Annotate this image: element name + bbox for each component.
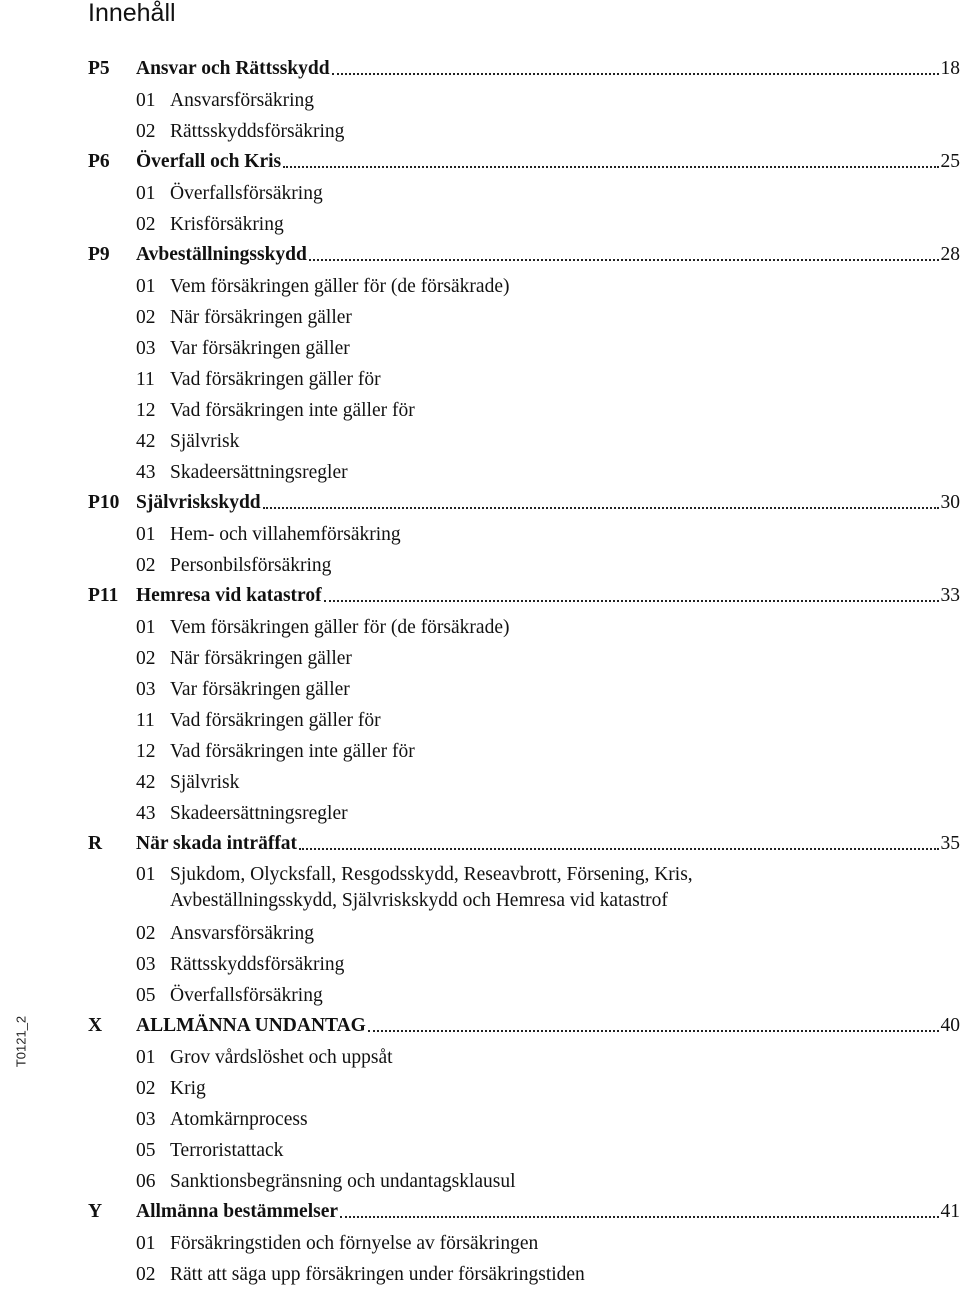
dot-leader [368,1030,939,1032]
toc-subitem[interactable] [0,1042,960,1073]
subitem-text: Grov vårdslöshet och uppsåt [170,1047,393,1068]
section-page-number: 41 [941,1201,960,1223]
section-code: P5 [88,58,110,80]
subitem-text: Rättsskyddsförsäkring [170,121,344,142]
subitem-text-continued: Avbeställningsskydd, Självriskskydd och Hemresa vid katastrof [170,888,870,914]
subitem-number: 12 [136,736,170,767]
section-code: X [88,1015,102,1037]
toc-subitem[interactable] [0,1135,960,1166]
section-page-number: 35 [941,833,960,855]
subitem-text: När försäkringen gäller [170,307,352,328]
subitem-text: Vem försäkringen gäller för (de försäkrade) [170,617,509,638]
toc-subitem[interactable] [0,767,960,798]
dot-leader [263,507,939,509]
subitem-number: 02 [136,550,170,581]
toc-section-entry[interactable] [0,240,960,271]
subitem-number: 03 [136,333,170,364]
subitem-number: 05 [136,980,170,1011]
subitem-text: Ansvarsförsäkring [170,90,314,111]
subitem-number: 01 [136,85,170,116]
subitem-number: 02 [136,1259,170,1290]
section-code: P11 [88,585,118,607]
section-page-number: 25 [941,151,960,173]
toc-subitem[interactable] [0,85,960,116]
subitem-text: Ansvarsförsäkring [170,923,314,944]
toc-subitem[interactable] [0,1228,960,1259]
toc-subitem[interactable] [0,705,960,736]
toc-subitem[interactable] [0,612,960,643]
toc-subitem[interactable] [0,1073,960,1104]
toc-subitem[interactable] [0,271,960,302]
section-title: Hemresa vid katastrof [136,585,322,607]
subitem-text: Försäkringstiden och förnyelse av försäkringen [170,1233,538,1254]
subitem-number: 03 [136,1104,170,1135]
toc-subitem[interactable] [0,1166,960,1197]
subitem-number: 11 [136,364,170,395]
subitem-number: 05 [136,1135,170,1166]
section-page-number: 28 [941,244,960,266]
toc-subitem[interactable] [0,949,960,980]
subitem-number: 01 [136,1228,170,1259]
subitem-number: 03 [136,949,170,980]
subitem-number: 02 [136,918,170,949]
toc-subitem[interactable] [0,178,960,209]
subitem-text: Terroristattack [170,1140,283,1161]
subitem-number: 43 [136,798,170,829]
subitem-text: Personbilsförsäkring [170,555,331,576]
subitem-text: Överfallsförsäkring [170,183,323,204]
subitem-number: 02 [136,643,170,674]
toc-subitem[interactable] [0,980,960,1011]
subitem-text: Sjukdom, Olycksfall, Resgodsskydd, Reseavbrott, Försening, Kris, [170,862,870,888]
toc-subitem[interactable] [0,302,960,333]
section-title: När skada inträffat [136,833,297,855]
section-code: P6 [88,151,110,173]
subitem-number: 42 [136,767,170,798]
section-title-line [136,244,960,266]
subitem-text: Var försäkringen gäller [170,338,350,359]
toc-section-entry[interactable] [0,54,960,85]
toc-subitem[interactable] [0,674,960,705]
subitem-number: 02 [136,116,170,147]
toc-subitem[interactable] [0,457,960,488]
section-title: Allmänna bestämmelser [136,1201,338,1223]
toc-subitem[interactable] [0,333,960,364]
subitem-text: Krisförsäkring [170,214,284,235]
subitem-number: 06 [136,1166,170,1197]
section-title: ALLMÄNNA UNDANTAG [136,1015,366,1037]
toc-subitem[interactable] [0,1104,960,1135]
toc-subitem[interactable] [0,426,960,457]
toc-subitem[interactable] [0,550,960,581]
section-title-line [136,1015,960,1037]
subitem-number: 01 [136,1042,170,1073]
subitem-number: 42 [136,426,170,457]
subitem-text: När försäkringen gäller [170,648,352,669]
section-page-number: 18 [941,58,960,80]
subitem-number: 02 [136,209,170,240]
section-title-line [136,58,960,80]
section-title: Ansvar och Rättsskydd [136,58,330,80]
toc-subitem[interactable] [0,798,960,829]
section-title: Överfall och Kris [136,151,281,173]
toc-subitem[interactable] [0,736,960,767]
toc-subitem[interactable] [0,643,960,674]
dot-leader [340,1216,938,1218]
subitem-text: Överfallsförsäkring [170,985,323,1006]
subitem-number: 01 [136,519,170,550]
toc-section-entry[interactable] [0,147,960,178]
document-code: T0121_2 [14,1007,29,1077]
section-code: P9 [88,244,110,266]
section-title: Självriskskydd [136,492,261,514]
toc-section-entry[interactable] [0,1197,960,1228]
subitem-text: Skadeersättningsregler [170,803,348,824]
subitem-number: 01 [136,612,170,643]
toc-subitem[interactable] [0,519,960,550]
subitem-text-block [170,862,870,914]
page-title: Innehåll [88,0,176,30]
toc-subitem[interactable] [0,364,960,395]
subitem-text: Hem- och villahemförsäkring [170,524,401,545]
section-title-line [136,492,960,514]
section-title-line [136,151,960,173]
dot-leader [324,600,939,602]
section-code: Y [88,1201,102,1223]
section-code: R [88,833,102,855]
subitem-number: 01 [136,271,170,302]
section-title-line [136,585,960,607]
section-title-line [136,1201,960,1223]
toc-subitem[interactable] [0,209,960,240]
dot-leader [283,166,938,168]
toc-subitem[interactable] [0,1259,960,1290]
subitem-number: 02 [136,1073,170,1104]
dot-leader [332,73,939,75]
subitem-text: Atomkärnprocess [170,1109,308,1130]
toc-section-entry[interactable] [0,1011,960,1042]
subitem-text: Vem försäkringen gäller för (de försäkrade) [170,276,509,297]
subitem-number: 43 [136,457,170,488]
subitem-text: Vad försäkringen inte gäller för [170,400,415,421]
subitem-number: 01 [136,862,170,888]
toc-subitem[interactable] [0,395,960,426]
subitem-text: Skadeersättningsregler [170,462,348,483]
toc-subitem[interactable] [0,116,960,147]
table-of-contents [0,54,960,1290]
subitem-text: Sanktionsbegränsning och undantagsklausul [170,1171,516,1192]
dot-leader [299,848,938,850]
subitem-number: 02 [136,302,170,333]
subitem-number: 11 [136,705,170,736]
subitem-text: Rätt att säga upp försäkringen under försäkringstiden [170,1264,585,1285]
section-title: Avbeställningsskydd [136,244,307,266]
subitem-text: Var försäkringen gäller [170,679,350,700]
subitem-text: Vad försäkringen inte gäller för [170,741,415,762]
subitem-text: Vad försäkringen gäller för [170,710,381,731]
section-title-line [136,833,960,855]
subitem-text: Rättsskyddsförsäkring [170,954,344,975]
toc-subitem[interactable] [0,860,960,918]
subitem-text: Vad försäkringen gäller för [170,369,381,390]
section-code: P10 [88,492,119,514]
subitem-text: Självrisk [170,431,239,452]
toc-section-entry[interactable] [0,488,960,519]
section-page-number: 40 [941,1015,960,1037]
subitem-number: 03 [136,674,170,705]
toc-section-entry[interactable] [0,829,960,860]
dot-leader [309,259,939,261]
section-page-number: 30 [941,492,960,514]
subitem-text: Självrisk [170,772,239,793]
subitem-text: Krig [170,1078,206,1099]
toc-subitem[interactable] [0,918,960,949]
toc-section-entry[interactable] [0,581,960,612]
subitem-number: 01 [136,178,170,209]
subitem-number: 12 [136,395,170,426]
section-page-number: 33 [941,585,960,607]
